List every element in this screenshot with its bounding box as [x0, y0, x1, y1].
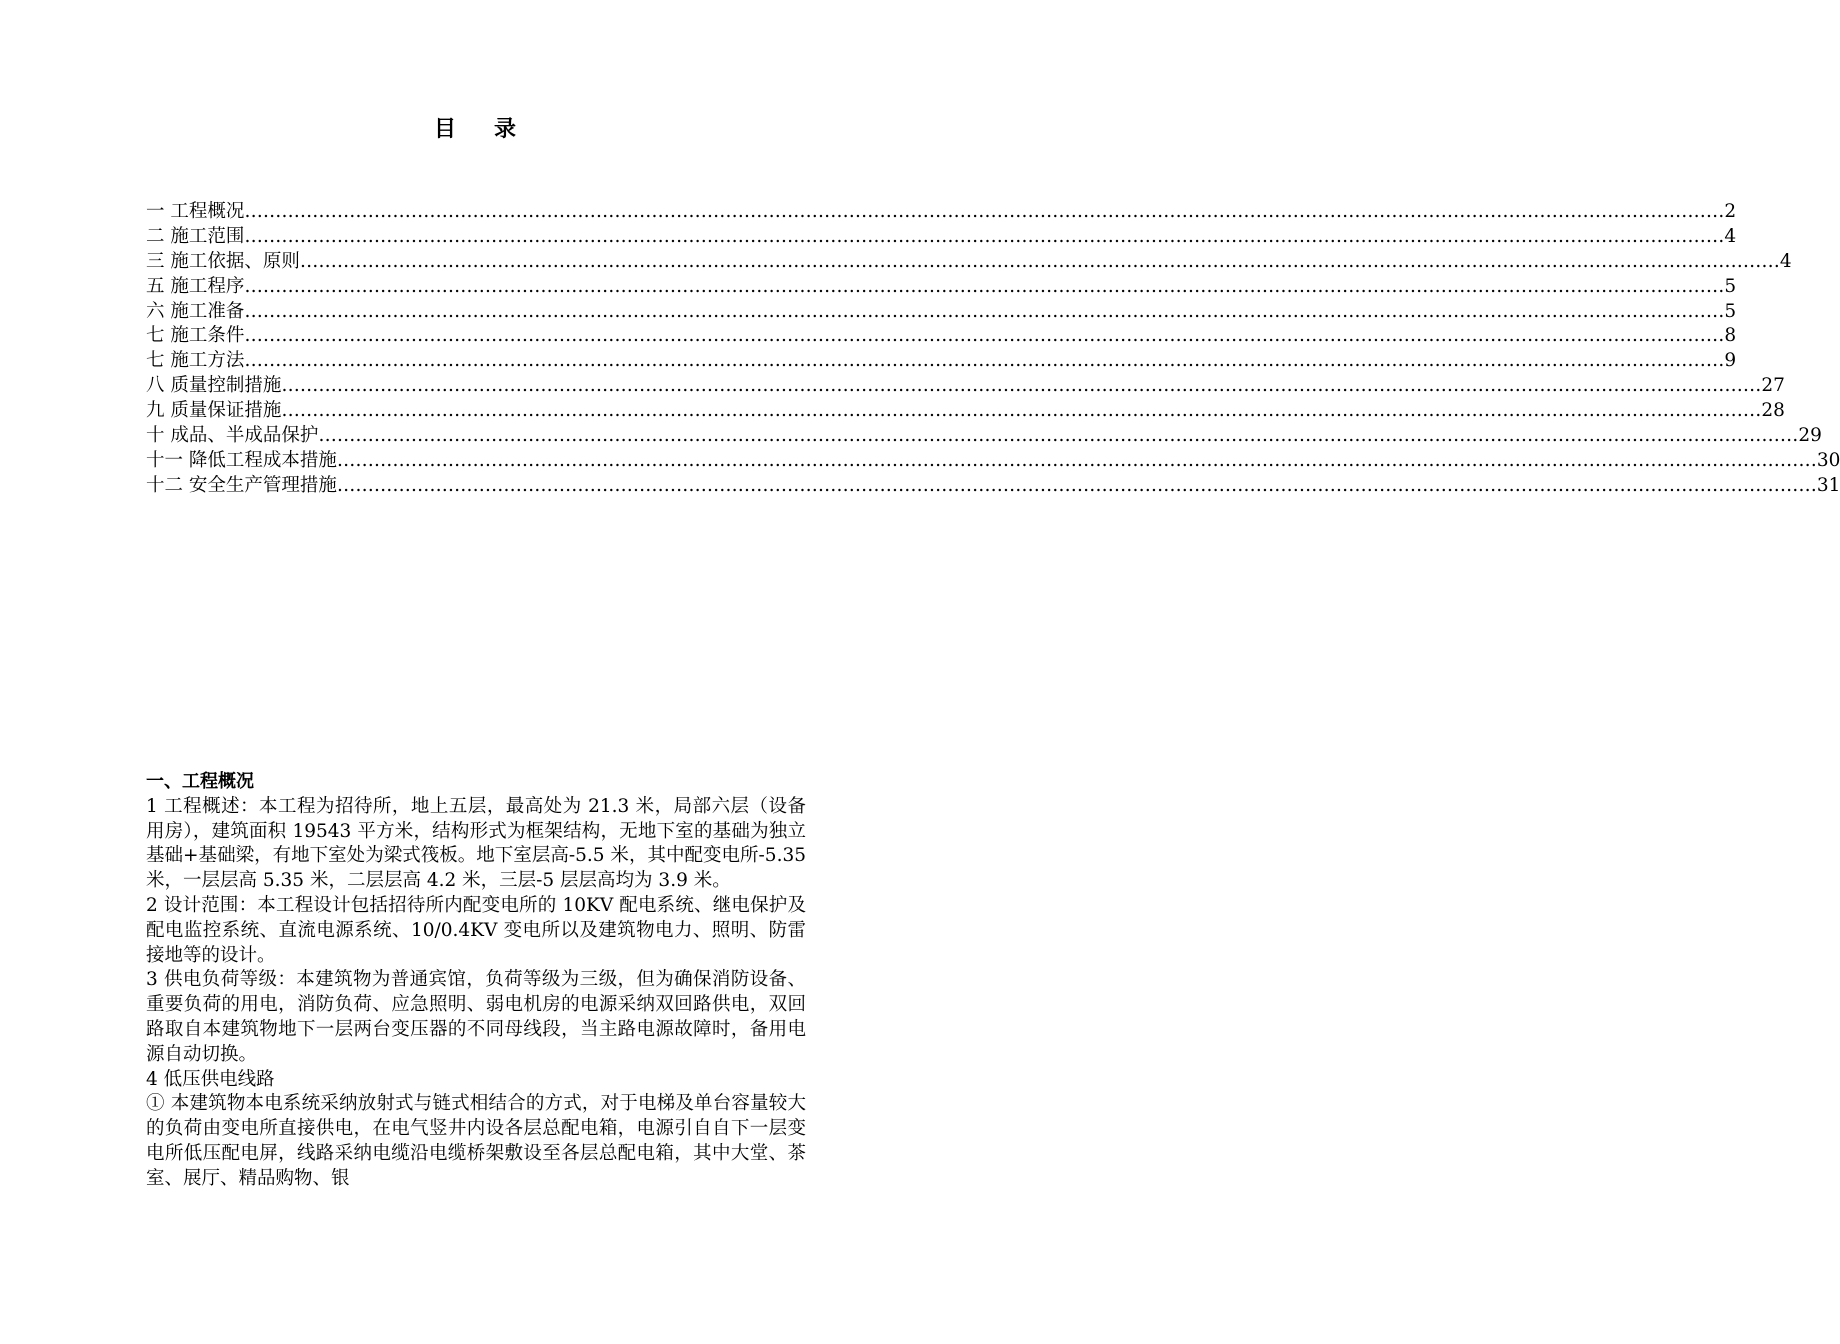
paragraph: 4 低压供电线路 — [146, 1068, 275, 1090]
toc-entry[interactable] — [146, 474, 1840, 499]
toc-leader: …………………………………………………………………………………………………………………………………………………………………………………………………………………… — [281, 375, 1762, 397]
table-of-contents — [146, 200, 1840, 499]
toc-entry-page: 28 — [1761, 400, 1785, 422]
toc-entry-page: 2 — [1724, 201, 1737, 222]
section-heading: 一、工程概况 — [146, 771, 254, 792]
paragraph: 2 设计范围：本工程设计包括招待所内配变电所的 10KV 配电系统、继电保护及配电监控系统、直流电源系统、10/0.4KV 变电所以及建筑物电力、照明、防雷接地等的设计。 — [146, 894, 806, 966]
toc-entry[interactable] — [146, 424, 1822, 449]
toc-entry[interactable] — [146, 449, 1840, 474]
toc-entry-page: 29 — [1798, 425, 1822, 447]
toc-entry-label: 九 质量保证措施 — [146, 400, 282, 422]
toc-entry-label: 十一 降低工程成本措施 — [146, 449, 337, 471]
toc-leader: …………………………………………………………………………………………………………………………………………………………………………………………………………………… — [281, 400, 1762, 422]
toc-entry-label: 十二 安全生产管理措施 — [146, 474, 337, 496]
toc-entry-label: 三 施工依据、原则 — [146, 250, 300, 272]
toc-leader: …………………………………………………………………………………………………………………………………………………………………………………………………………………… — [299, 250, 1780, 272]
toc-entry-label: 十 成品、半成品保护 — [146, 425, 319, 447]
toc-entry-page: 5 — [1724, 300, 1737, 322]
toc-entry[interactable] — [146, 300, 1737, 325]
toc-leader: …………………………………………………………………………………………………………………………………………………………………………………………………………………… — [244, 300, 1725, 322]
section-body — [146, 770, 806, 1192]
paragraph: 3 供电负荷等级：本建筑物为普通宾馆，负荷等级为三级，但为确保消防设备、重要负荷的用电，消防负荷、应急照明、弱电机房的电源采纳双回路供电，双回路取自本建筑物地下一层两台变压器的不同母线段，当主路电源故障时，备用电源自动切换。 — [146, 969, 806, 1065]
toc-leader: …………………………………………………………………………………………………………………………………………………………………………………………………………………… — [244, 275, 1725, 297]
toc-entry[interactable] — [146, 324, 1737, 349]
toc-title-right: 录 — [494, 117, 517, 142]
toc-entry[interactable] — [146, 225, 1737, 250]
toc-entry-page: 31 — [1816, 474, 1840, 496]
toc-entry-page: 5 — [1724, 275, 1737, 297]
toc-leader: …………………………………………………………………………………………………………………………………………………………………………………………………………………… — [336, 449, 1817, 471]
toc-entry-label: 二 施工范围 — [146, 225, 245, 247]
toc-leader: …………………………………………………………………………………………………………………………………………………………………………………………………………………… — [244, 325, 1725, 347]
toc-entry-label: 五 施工程序 — [146, 275, 245, 297]
toc-entry-label: 八 质量控制措施 — [146, 375, 282, 397]
toc-leader: …………………………………………………………………………………………………………………………………………………………………………………………………………………… — [318, 425, 1799, 447]
toc-leader: …………………………………………………………………………………………………………………………………………………………………………………………………………………… — [244, 225, 1725, 247]
toc-entry[interactable] — [146, 200, 1737, 225]
toc-entry-page: 4 — [1779, 250, 1792, 272]
toc-leader: …………………………………………………………………………………………………………………………………………………………………………………………………………………… — [244, 201, 1725, 222]
toc-title-left: 目 — [433, 117, 456, 142]
toc-leader: …………………………………………………………………………………………………………………………………………………………………………………………………………………… — [336, 474, 1817, 496]
toc-entry[interactable] — [146, 250, 1792, 275]
toc-entry-page: 30 — [1816, 449, 1840, 471]
toc-entry-page: 8 — [1724, 325, 1737, 347]
toc-entry-label: 六 施工准备 — [146, 300, 245, 322]
toc-entry-page: 4 — [1724, 225, 1737, 247]
toc-entry-label: 七 施工方法 — [146, 350, 245, 372]
toc-entry[interactable] — [146, 399, 1785, 424]
paragraph: ① 本建筑物本电系统采纳放射式与链式相结合的方式，对于电梯及单台容量较大的负荷由变电所直接供电，在电气竖井内设各层总配电箱，电源引自自下一层变电所低压配电屏，线路采纳电缆沿电缆桥架敷设至各层总配电箱，其中大堂、茶室、展厅、精品购物、银 — [146, 1093, 806, 1189]
toc-entry[interactable] — [146, 275, 1737, 300]
toc-entry[interactable] — [146, 374, 1785, 399]
toc-leader: …………………………………………………………………………………………………………………………………………………………………………………………………………………… — [244, 350, 1725, 372]
toc-entry[interactable] — [146, 349, 1737, 374]
paragraph: 1 工程概述：本工程为招待所，地上五层，最高处为 21.3 米，局部六层（设备用房），建筑面积 19543 平方米，结构形式为框架结构，无地下室的基础为独立基础+基础梁，有地下室处为梁式筏板。地下室层高-5.5 米，其中配变电所-5.35 米，一层层高 5.35 米，二层层高 4.2 米，三层-5 层层高均为 3.9 米。 — [146, 795, 806, 892]
toc-entry-page: 9 — [1724, 350, 1737, 372]
toc-entry-label: 一 工程概况 — [146, 201, 245, 222]
toc-title — [0, 112, 950, 143]
toc-entry-label: 七 施工条件 — [146, 325, 245, 347]
toc-entry-page: 27 — [1761, 375, 1785, 397]
